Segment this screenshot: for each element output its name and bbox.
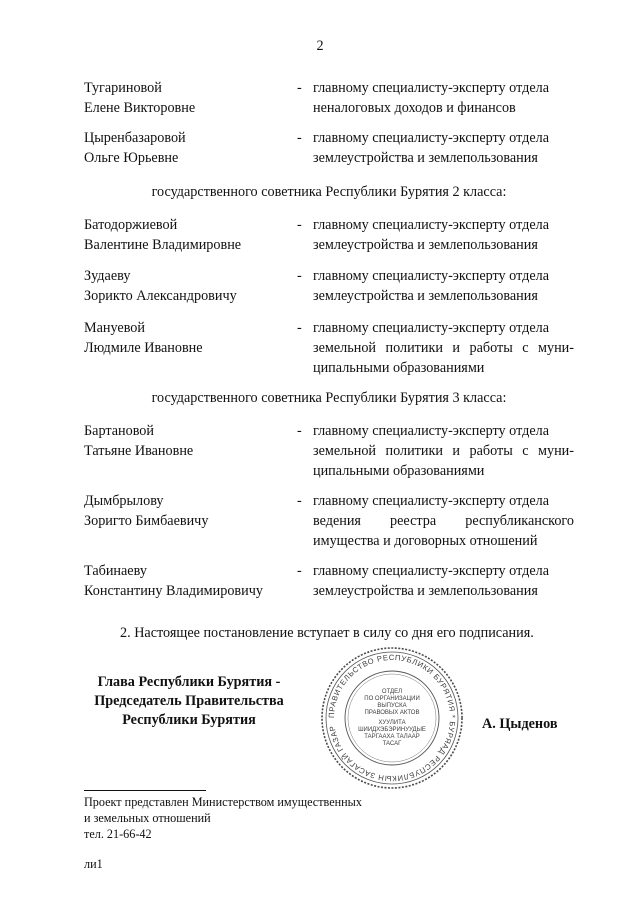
seal-line: ПО ОРГАНИЗАЦИИ <box>364 696 420 702</box>
position-text: главному специалисту-эксперту отдела землеустройства и землепользования <box>313 268 549 304</box>
employee-name: Мануевой Людмиле Ивановне <box>84 320 203 356</box>
dash: - <box>297 268 302 284</box>
dash: - <box>297 130 302 146</box>
employee-name: Цыренбазаровой Ольге Юрьевне <box>84 130 186 166</box>
signatory-title: Глава Республики Бурятия - Председатель Правительства Республики Бурятия <box>94 674 284 728</box>
seal-line: ВЫПУСКА <box>377 703 407 709</box>
seal-line: ШИИДХЭБЭРИНУУДЫЕ <box>358 727 426 733</box>
position-text: главному специалисту-эксперту отдела землеустройства и землепользования <box>313 563 549 599</box>
page-number: 2 <box>316 38 324 54</box>
seal-line: ХУУЛИТА <box>378 720 406 726</box>
effective-clause: 2. Настоящее постановление вступает в силу со дня его подписания. <box>120 625 534 641</box>
employee-name: Тугариновой Елене Викторовне <box>84 80 196 116</box>
dash: - <box>297 320 302 336</box>
svg-text:ПРАВИТЕЛЬСТВО РЕСПУБЛИКИ БУРЯТ <box>327 653 457 783</box>
employee-name: Бартановой Татьяне Ивановне <box>84 423 194 459</box>
dash: - <box>297 217 302 233</box>
position-text: главному специалисту-эксперту отдела земельной политики и работы с муни- ципальными образованиями <box>313 423 574 479</box>
employee-name: Батодоржиевой Валентине Владимировне <box>84 217 242 253</box>
position-text: главному специалисту-эксперту отдела землеустройства и землепользования <box>313 217 549 253</box>
dash: - <box>297 80 302 96</box>
employee-name: Зудаеву Зорикто Александровичу <box>84 268 237 304</box>
position-text: главному специалисту-эксперту отдела земельной политики и работы с муни- ципальными образованиями <box>313 320 574 376</box>
seal-line: ПРАВОВЫХ АКТОВ <box>364 710 420 716</box>
section-heading-class3: государственного советника Республики Бурятия 3 класса: <box>151 390 507 406</box>
position-text: главному специалисту-эксперту отдела землеустройства и землепользования <box>313 130 549 166</box>
executor-code: ли1 <box>84 857 103 871</box>
dash: - <box>297 423 302 439</box>
employee-name: Дымбрылову Зоригто Бимбаевичу <box>84 493 209 529</box>
dash: - <box>297 563 302 579</box>
seal-line: ТАСАГ <box>382 741 402 747</box>
seal-outer-text: ПРАВИТЕЛЬСТВО РЕСПУБЛИКИ БУРЯТИЯ * БУРЯАД РЕСПУБЛИКЫН ЗАСАГАЙ ГАЗАР <box>326 652 458 784</box>
dash: - <box>297 493 302 509</box>
position-text: главному специалисту-эксперту отдела неналоговых доходов и финансов <box>313 80 549 116</box>
official-seal-stamp <box>319 645 465 791</box>
seal-line: ТАРГААХА ТАЛААР <box>364 734 420 740</box>
position-text: главному специалисту-эксперту отдела ведения реестра республиканского имущества и договорных отношений <box>313 493 574 549</box>
employee-name: Табинаеву Константину Владимировичу <box>84 563 263 599</box>
section-heading-class2: государственного советника Республики Бурятия 2 класса: <box>151 184 507 200</box>
footnote-divider <box>84 790 206 791</box>
seal-line: ОТДЕЛ <box>381 689 403 695</box>
footnote: Проект представлен Министерством имущественных и земельных отношений тел. 21-66-42 <box>84 795 362 841</box>
signatory-name: А. Цыденов <box>482 716 558 732</box>
